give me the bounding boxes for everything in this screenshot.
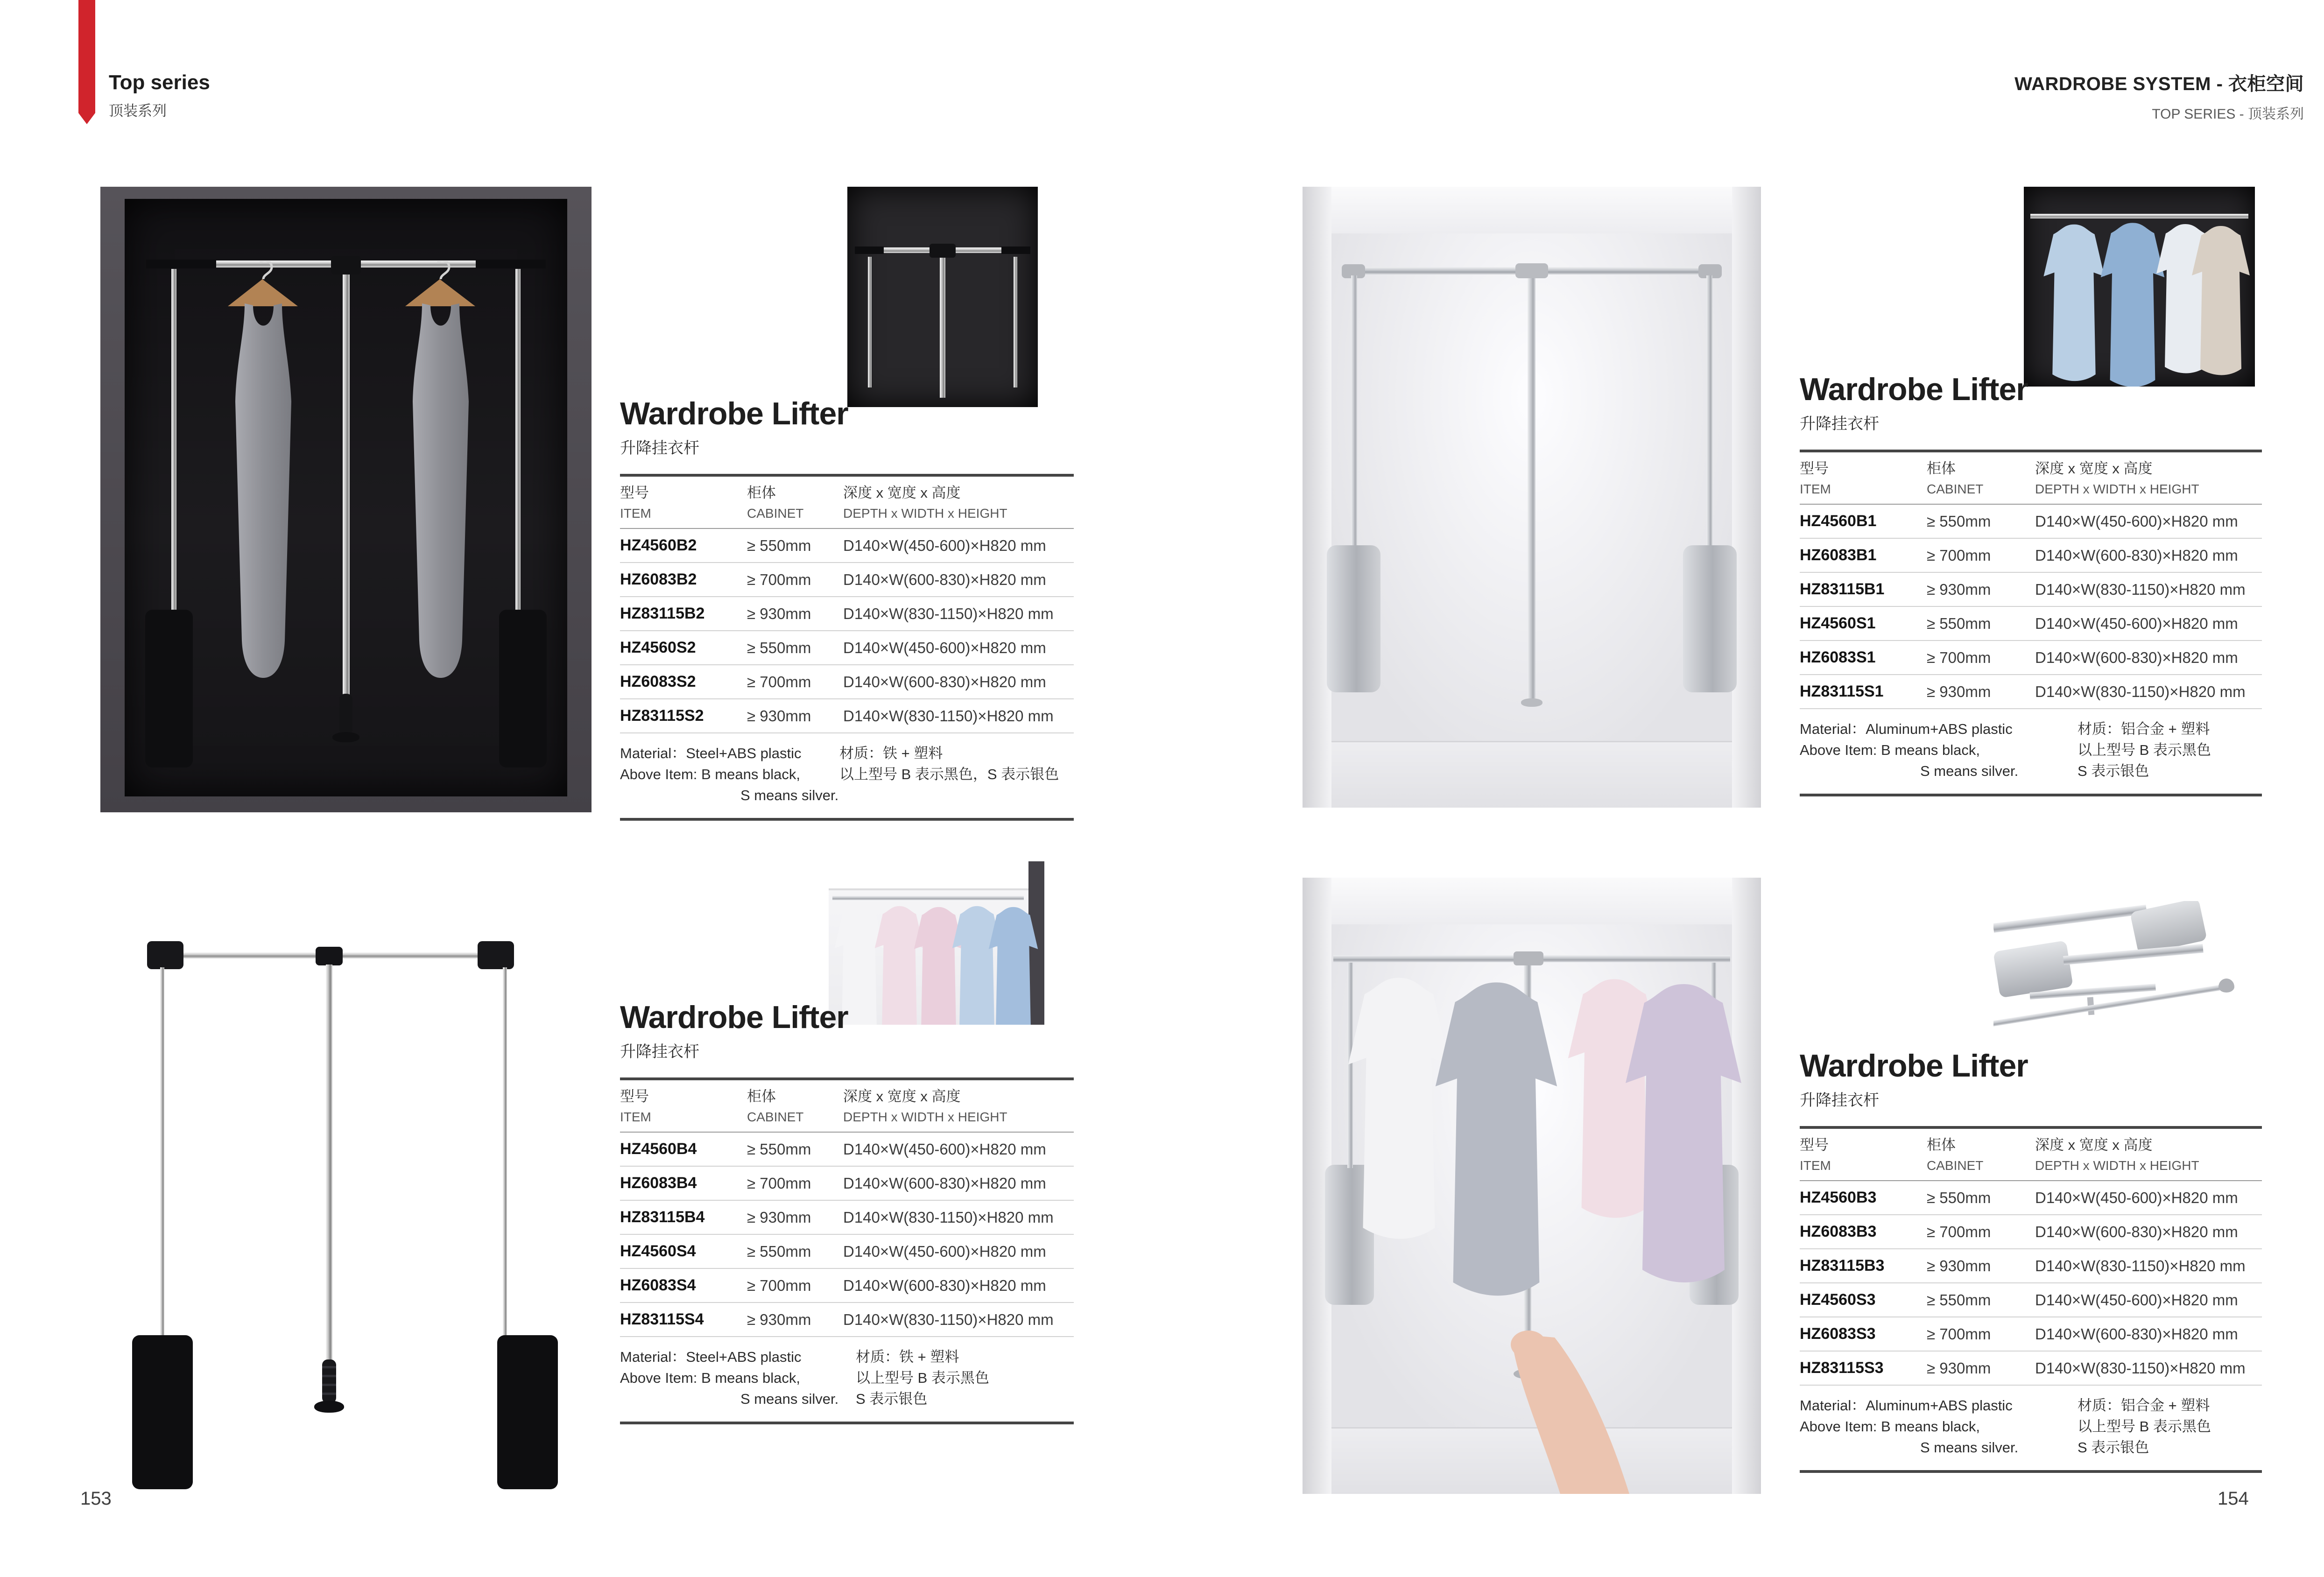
photo-thumb-alu-parts xyxy=(1993,901,2258,1062)
page-number-right: 154 xyxy=(2218,1488,2249,1509)
material-note xyxy=(620,1337,1074,1422)
table-row xyxy=(620,529,1074,563)
item-code: HZ4560B2 xyxy=(620,536,697,554)
dimensions: D140×W(450-600)×H820 mm xyxy=(843,639,1046,656)
col-item-zh: 型号 xyxy=(620,1088,649,1105)
thumb-shirts2 xyxy=(829,861,1044,1025)
prod-handle xyxy=(322,1359,336,1403)
cabinet-width: ≥ 700mm xyxy=(747,673,811,690)
spec-table xyxy=(620,474,1074,821)
photo-thumb-dark-lifter xyxy=(847,187,1038,407)
cabinet-width: ≥ 550mm xyxy=(747,1242,811,1260)
material-note-zh: 材质：铁 + 塑料 以上型号 B 表示黑色，S 表示银色 xyxy=(839,745,1059,782)
part-housing-2 xyxy=(1993,940,2073,998)
prod-corner-right xyxy=(478,941,514,969)
col-size-en: DEPTH x WIDTH x HEIGHT xyxy=(843,1110,1007,1124)
col-item-zh: 型号 xyxy=(1800,1137,1829,1153)
item-code: HZ83115B1 xyxy=(1800,580,1885,598)
col-size-zh: 深度 x 宽度 x 高度 xyxy=(843,1088,961,1105)
cabinet-width: ≥ 930mm xyxy=(1927,1257,1991,1274)
item-code: HZ6083S3 xyxy=(1800,1325,1876,1343)
product-title: Wardrobe Lifter xyxy=(1800,1048,2028,1084)
thumb-rod xyxy=(940,258,945,398)
header-line2: TOP SERIES - 顶装系列 xyxy=(2152,106,2304,122)
series-title-zh: 顶装系列 xyxy=(109,103,167,119)
dimensions: D140×W(830-1150)×H820 mm xyxy=(843,1310,1054,1328)
photo-white-wardrobe-lifter xyxy=(1303,187,1761,808)
col-size-en: DEPTH x WIDTH x HEIGHT xyxy=(843,506,1007,521)
dimensions: D140×W(450-600)×H820 mm xyxy=(2035,1189,2238,1206)
dimensions: D140×W(600-830)×H820 mm xyxy=(2035,1325,2238,1343)
dimensions: D140×W(600-830)×H820 mm xyxy=(843,1174,1046,1192)
col-item-en: ITEM xyxy=(620,506,651,521)
table-row xyxy=(620,631,1074,665)
table-row xyxy=(1800,1181,2262,1215)
dimensions: D140×W(830-1150)×H820 mm xyxy=(2035,1257,2246,1274)
dimensions: D140×W(450-600)×H820 mm xyxy=(843,1242,1046,1260)
cabinet-width: ≥ 550mm xyxy=(1927,512,1991,530)
hand xyxy=(1511,1331,1629,1494)
table-row xyxy=(1800,1249,2262,1283)
table-row xyxy=(1800,607,2262,641)
photo-black-lifter-product xyxy=(100,887,592,1492)
product-subtitle: 升降挂衣杆 xyxy=(620,439,699,457)
item-code: HZ4560S1 xyxy=(1800,614,1876,632)
cabinet-width: ≥ 700mm xyxy=(747,1174,811,1192)
col-cabinet-zh: 柜体 xyxy=(747,485,776,501)
col-cabinet-en: CABINET xyxy=(747,1110,804,1124)
cabinet-width: ≥ 930mm xyxy=(1927,1359,1991,1377)
left-housing xyxy=(145,610,193,767)
use-shirts-and-hand xyxy=(1303,878,1761,1494)
item-code: HZ6083B2 xyxy=(620,570,697,588)
material-note-en: Material：Steel+ABS plastic Above Item: B means black, S means silver. xyxy=(620,745,839,803)
cabinet-width: ≥ 700mm xyxy=(1927,546,1991,564)
table-row xyxy=(1800,1352,2262,1386)
alu-pull-rod xyxy=(1528,278,1535,701)
material-note-zh: 材质：铁 + 塑料 以上型号 B 表示黑色 S 表示银色 xyxy=(856,1349,989,1407)
table-header xyxy=(1800,452,2262,505)
cabinet-width: ≥ 930mm xyxy=(1927,683,1991,700)
material-note xyxy=(1800,709,2262,794)
dimensions: D140×W(830-1150)×H820 mm xyxy=(843,605,1054,622)
thumb-shirts xyxy=(2024,187,2255,387)
part-rod-tip xyxy=(2218,979,2234,993)
spec-table xyxy=(620,1077,1074,1424)
col-size-zh: 深度 x 宽度 x 高度 xyxy=(2035,460,2153,477)
col-size-zh: 深度 x 宽度 x 高度 xyxy=(2035,1137,2153,1153)
alu-right-housing xyxy=(1683,545,1737,692)
material-note-en: Material：Aluminum+ABS plastic Above Item: B means black, S means silver. xyxy=(1800,1397,2019,1456)
col-item-zh: 型号 xyxy=(1800,460,1829,477)
item-code: HZ83115B3 xyxy=(1800,1257,1885,1274)
table-header xyxy=(1800,1129,2262,1181)
rod-foot xyxy=(332,732,359,742)
table-header xyxy=(620,1080,1074,1133)
right-housing xyxy=(499,610,547,767)
cabinet-width: ≥ 930mm xyxy=(747,1310,811,1328)
item-code: HZ4560S2 xyxy=(620,639,696,656)
table-row xyxy=(620,597,1074,631)
dimensions: D140×W(450-600)×H820 mm xyxy=(2035,614,2238,632)
col-size-en: DEPTH x WIDTH x HEIGHT xyxy=(2035,1158,2199,1173)
photo-dark-wardrobe-lifter xyxy=(100,187,592,812)
col-item-en: ITEM xyxy=(620,1110,651,1124)
table-row xyxy=(620,1235,1074,1269)
dimensions: D140×W(830-1150)×H820 mm xyxy=(2035,683,2246,700)
prod-rod xyxy=(326,965,332,1364)
product-block-bottom-left xyxy=(620,1001,1074,1424)
dimensions: D140×W(830-1150)×H820 mm xyxy=(843,1208,1054,1226)
prod-right-housing xyxy=(497,1335,558,1489)
dimensions: D140×W(830-1150)×H820 mm xyxy=(843,707,1054,725)
dimensions: D140×W(450-600)×H820 mm xyxy=(843,1140,1046,1158)
photo-thumb-clothes-dark xyxy=(2024,187,2255,387)
alu-left-arm xyxy=(1351,275,1357,556)
cabinet-width: ≥ 700mm xyxy=(1927,648,1991,666)
table-row xyxy=(1800,641,2262,675)
alu-tee-joint xyxy=(1515,263,1548,278)
material-note xyxy=(1800,1386,2262,1470)
dimensions: D140×W(600-830)×H820 mm xyxy=(2035,1223,2238,1240)
product-title: Wardrobe Lifter xyxy=(620,396,848,431)
material-note xyxy=(620,733,1074,818)
item-code: HZ4560B3 xyxy=(1800,1189,1877,1206)
table-row xyxy=(620,1269,1074,1303)
product-block-bottom-right xyxy=(1800,1050,2262,1473)
prod-right-arm xyxy=(503,967,507,1338)
item-code: HZ83115S4 xyxy=(620,1310,704,1328)
alu-left-housing xyxy=(1327,545,1380,692)
prod-corner-left xyxy=(147,941,183,969)
dimensions: D140×W(600-830)×H820 mm xyxy=(843,1276,1046,1294)
prod-tee xyxy=(316,947,343,965)
part-rail-1 xyxy=(1993,905,2147,933)
table-row xyxy=(1800,675,2262,709)
page-number-left: 153 xyxy=(80,1488,112,1509)
col-size-en: DEPTH x WIDTH x HEIGHT xyxy=(2035,482,2199,496)
cabinet-width: ≥ 550mm xyxy=(747,1140,811,1158)
cabinet-width: ≥ 930mm xyxy=(747,1208,811,1226)
col-cabinet-en: CABINET xyxy=(1927,1158,1984,1173)
cabinet-width: ≥ 550mm xyxy=(1927,614,1991,632)
left-arm xyxy=(171,269,176,626)
item-code: HZ83115B4 xyxy=(620,1208,705,1226)
product-block-top-right xyxy=(1800,373,2262,796)
item-code: HZ6083S1 xyxy=(1800,648,1876,666)
dimensions: D140×W(600-830)×H820 mm xyxy=(843,673,1046,690)
table-row xyxy=(620,563,1074,597)
red-ribbon-icon xyxy=(78,0,95,124)
prod-foot xyxy=(314,1401,344,1413)
cabinet-width: ≥ 930mm xyxy=(747,605,811,622)
series-title-en: Top series xyxy=(109,71,210,94)
hanging-garments xyxy=(205,261,490,705)
col-item-en: ITEM xyxy=(1800,1158,1831,1173)
item-code: HZ83115S3 xyxy=(1800,1359,1884,1377)
product-subtitle: 升降挂衣杆 xyxy=(1800,415,1879,433)
table-row xyxy=(1800,539,2262,573)
product-title: Wardrobe Lifter xyxy=(620,1000,848,1035)
right-arm xyxy=(515,269,521,626)
header-line1: WARDROBE SYSTEM - 衣柜空间 xyxy=(2014,74,2304,94)
spec-table xyxy=(1800,1126,2262,1473)
photo-lifter-in-use xyxy=(1303,878,1761,1494)
cabinet-width: ≥ 930mm xyxy=(747,707,811,725)
item-code: HZ83115B2 xyxy=(620,605,705,622)
dimensions: D140×W(450-600)×H820 mm xyxy=(843,536,1046,554)
item-code: HZ6083S2 xyxy=(620,673,696,690)
table-row xyxy=(1800,573,2262,607)
dimensions: D140×W(830-1150)×H820 mm xyxy=(2035,1359,2246,1377)
cabinet-width: ≥ 700mm xyxy=(747,1276,811,1294)
alu-right-arm xyxy=(1706,275,1712,556)
col-cabinet-zh: 柜体 xyxy=(747,1088,776,1105)
table-row xyxy=(1800,1317,2262,1352)
material-note-zh: 材质：铝合金 + 塑料 以上型号 B 表示黑色 S 表示银色 xyxy=(2078,721,2211,779)
spec-table xyxy=(1800,450,2262,796)
col-cabinet-en: CABINET xyxy=(1927,482,1984,496)
dimensions: D140×W(450-600)×H820 mm xyxy=(2035,512,2238,530)
prod-left-housing xyxy=(132,1335,193,1489)
product-block-top-left xyxy=(620,398,1074,821)
col-cabinet-en: CABINET xyxy=(747,506,804,521)
table-row xyxy=(1800,505,2262,539)
col-item-en: ITEM xyxy=(1800,482,1831,496)
col-cabinet-zh: 柜体 xyxy=(1927,1137,1956,1153)
item-code: HZ6083S4 xyxy=(620,1276,696,1294)
cabinet-width: ≥ 700mm xyxy=(1927,1223,1991,1240)
table-row xyxy=(1800,1283,2262,1317)
table-row xyxy=(620,1167,1074,1201)
part-rail-2 xyxy=(2063,944,2204,965)
item-code: HZ83115S1 xyxy=(1800,683,1884,700)
photo-thumb-shirts-rail xyxy=(829,861,1044,1025)
table-row xyxy=(620,665,1074,699)
table-header xyxy=(620,477,1074,529)
material-note-en: Material：Steel+ABS plastic Above Item: B means black, S means silver. xyxy=(620,1349,839,1407)
table-row xyxy=(620,1201,1074,1235)
dimensions: D140×W(600-830)×H820 mm xyxy=(843,570,1046,588)
item-code: HZ6083B1 xyxy=(1800,546,1877,564)
item-code: HZ4560S3 xyxy=(1800,1291,1876,1309)
item-code: HZ83115S2 xyxy=(620,707,704,725)
cabinet-width: ≥ 700mm xyxy=(747,570,811,588)
table-row xyxy=(620,1133,1074,1167)
cabinet-width: ≥ 700mm xyxy=(1927,1325,1991,1343)
cabinet-width: ≥ 550mm xyxy=(1927,1189,1991,1206)
dimensions: D140×W(600-830)×H820 mm xyxy=(2035,648,2238,666)
dimensions: D140×W(450-600)×H820 mm xyxy=(2035,1291,2238,1309)
cabinet-width: ≥ 550mm xyxy=(1927,1291,1991,1309)
item-code: HZ4560B4 xyxy=(620,1140,697,1158)
table-row xyxy=(1800,1215,2262,1249)
table-row xyxy=(620,699,1074,733)
product-subtitle: 升降挂衣杆 xyxy=(1800,1091,1879,1109)
prod-left-arm xyxy=(160,967,164,1338)
material-note-en: Material：Aluminum+ABS plastic Above Item: B means black, S means silver. xyxy=(1800,721,2019,779)
product-subtitle: 升降挂衣杆 xyxy=(620,1043,699,1061)
cabinet-width: ≥ 550mm xyxy=(747,639,811,656)
item-code: HZ4560B1 xyxy=(1800,512,1877,530)
product-title: Wardrobe Lifter xyxy=(1800,372,2028,407)
dimensions: D140×W(830-1150)×H820 mm xyxy=(2035,580,2246,598)
col-size-zh: 深度 x 宽度 x 高度 xyxy=(843,485,961,501)
cabinet-width: ≥ 550mm xyxy=(747,536,811,554)
alu-rod-foot xyxy=(1521,698,1542,707)
page-header-right xyxy=(1676,69,2304,123)
item-code: HZ6083B3 xyxy=(1800,1223,1877,1240)
cabinet-width: ≥ 930mm xyxy=(1927,580,1991,598)
table-row xyxy=(620,1303,1074,1337)
dimensions: D140×W(600-830)×H820 mm xyxy=(2035,546,2238,564)
col-item-zh: 型号 xyxy=(620,485,649,501)
item-code: HZ6083B4 xyxy=(620,1174,697,1192)
material-note-zh: 材质：铝合金 + 塑料 以上型号 B 表示黑色 S 表示银色 xyxy=(2078,1397,2211,1456)
item-code: HZ4560S4 xyxy=(620,1242,696,1260)
col-cabinet-zh: 柜体 xyxy=(1927,460,1956,477)
